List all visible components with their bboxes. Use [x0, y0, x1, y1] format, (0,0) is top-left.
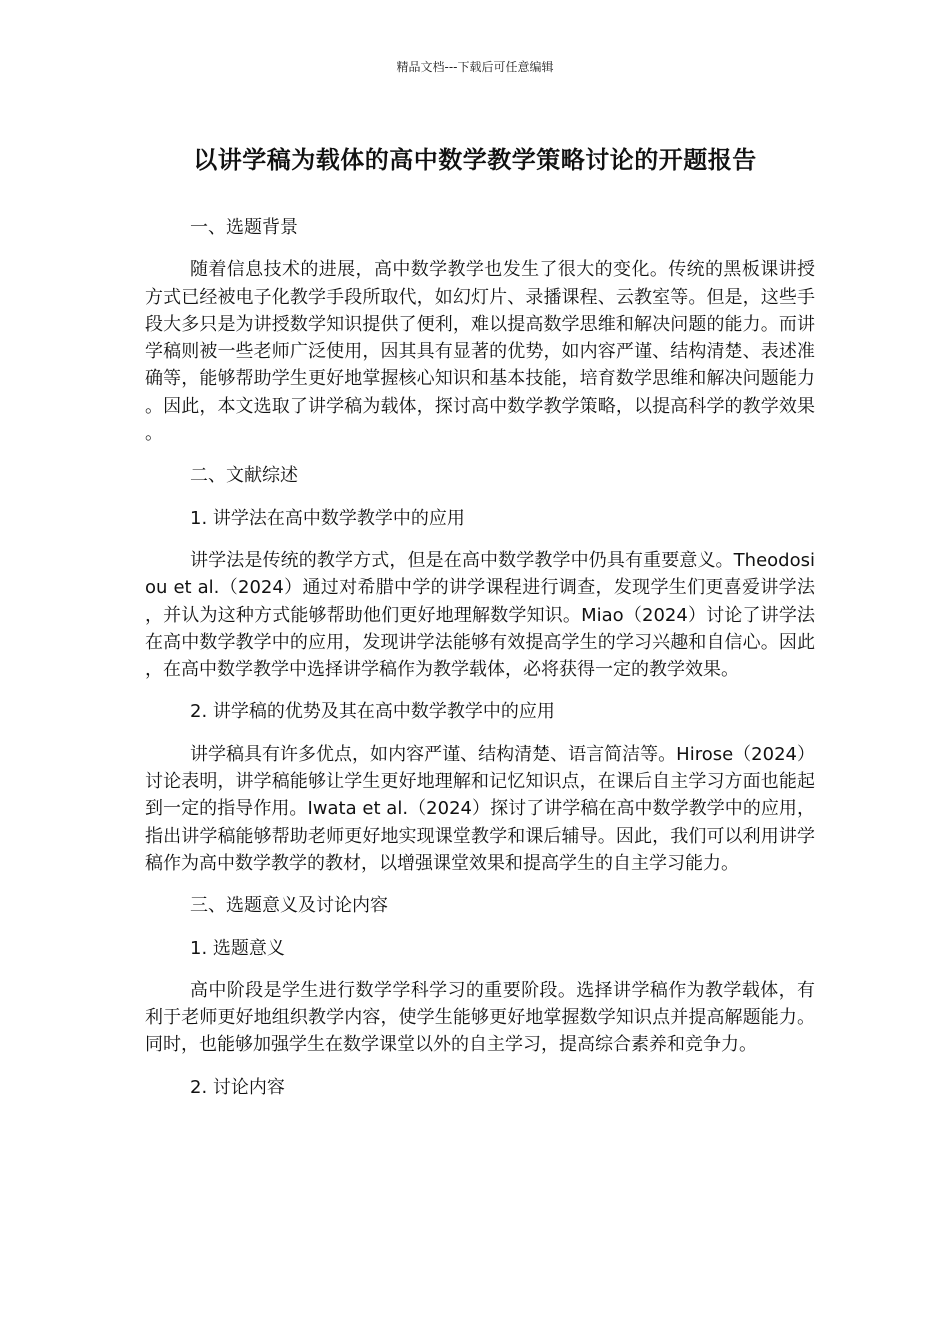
paragraph-background: 随着信息技术的进展，高中数学教学也发生了很大的变化。传统的黑板课讲授方式已经被电子化教学手段所取代，如幻灯片、录播课程、云教室等。但是，这些手段大多只是为讲授数学知识提供了便利，难以提高数学思维和解决问题的能力。而讲学稿则被一些老师广泛使用，因其具有显著的优势，如内容严谨、结构清楚、表述准确等，能够帮助学生更好地掌握核心知识和基本技能，培育数学思维和解决问题能力。因此，本文选取了讲学稿为载体，探讨高中数学教学策略，以提高科学的教学效果。 — [145, 259, 815, 445]
document-title: 以讲学稿为载体的高中数学教学策略讨论的开题报告 — [193, 146, 757, 174]
document-body — [145, 214, 815, 1116]
subheading-lecture-method: 1. 讲学法在高中数学教学中的应用 — [190, 507, 465, 529]
paragraph-lecture-notes-advantages: 讲学稿具有许多优点，如内容严谨、结构清楚、语言简洁等。Hirose（2024）讨论表明，讲学稿能够让学生更好地理解和记忆知识点，在课后自主学习方面也能起到一定的指导作用。Iwata et al.（2024）探讨了讲学稿在高中数学教学中的应用，指出讲学稿能够帮助老师更好地实现课堂教学和课后辅导。因此，我们可以利用讲学稿作为高中数学教学的教材，以增强课堂效果和提高学生的自主学习能力。 — [145, 743, 815, 874]
subheading-discussion-content: 2. 讨论内容 — [190, 1076, 285, 1098]
paragraph-lecture-method: 讲学法是传统的教学方式，但是在高中数学教学中仍具有重要意义。Theodosiou et al.（2024）通过对希腊中学的讲学课程进行调查，发现学生们更喜爱讲学法，并认为这种方式能够帮助他们更好地理解数学知识。Miao（2024）讨论了讲学法在高中数学教学中的应用，发现讲学法能够有效提高学生的学习兴趣和自信心。因此，在高中数学教学中选择讲学稿作为教学载体，必将获得一定的教学效果。 — [145, 549, 815, 681]
subheading-significance: 1. 选题意义 — [190, 937, 285, 959]
section-heading-background: 一、选题背景 — [190, 217, 298, 238]
page-header-note: 精品文档---下载后可任意编辑 — [396, 60, 554, 74]
subheading-lecture-notes-advantages: 2. 讲学稿的优势及其在高中数学教学中的应用 — [190, 701, 555, 723]
section-heading-literature-review: 二、文献综述 — [190, 465, 298, 487]
section-heading-significance: 三、选题意义及讨论内容 — [190, 895, 388, 917]
paragraph-significance: 高中阶段是学生进行数学学科学习的重要阶段。选择讲学稿作为教学载体，有利于老师更好地组织教学内容，使学生能够更好地掌握数学知识点并提高解题能力。同时，也能够加强学生在数学课堂以外的自主学习，提高综合素养和竞争力。 — [145, 979, 815, 1056]
